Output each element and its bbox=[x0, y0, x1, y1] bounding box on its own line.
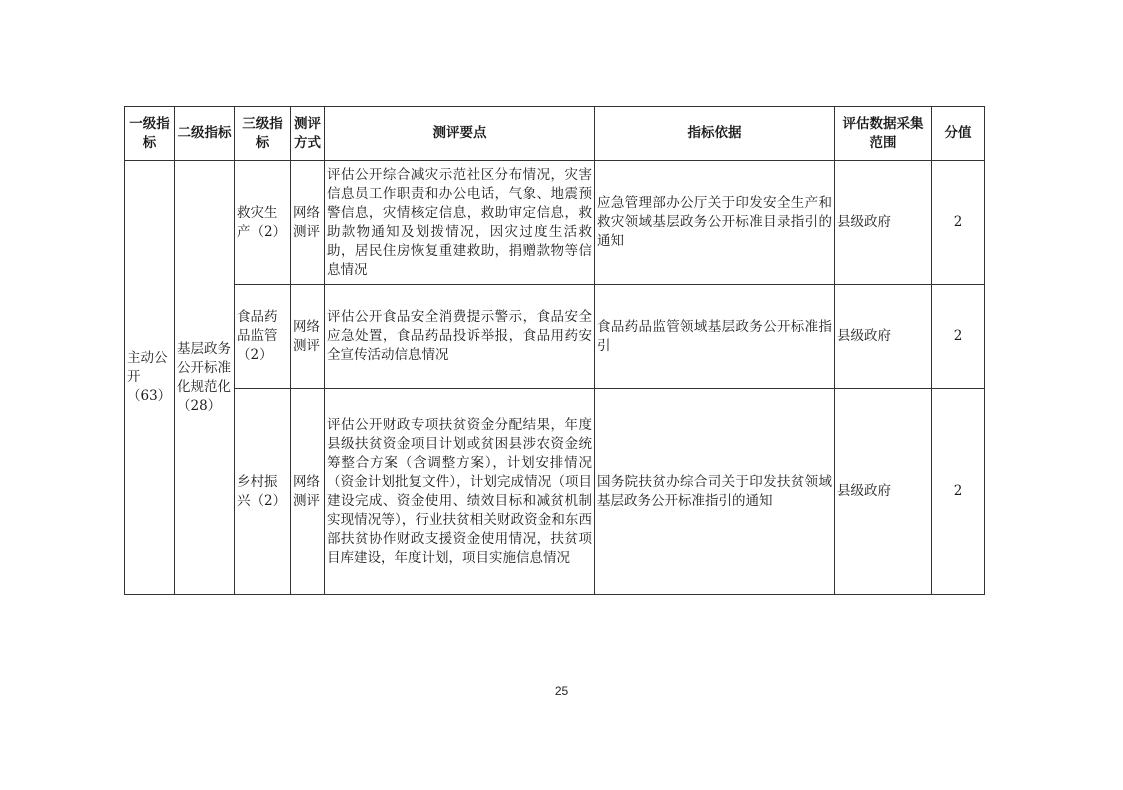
method-cell: 网络测评 bbox=[291, 285, 325, 389]
points-cell: 评估公开食品安全消费提示警示，食品安全应急处置，食品药品投诉举报，食品用药安全宣传活动信息情况 bbox=[325, 285, 595, 389]
header-basis: 指标依据 bbox=[595, 107, 835, 161]
scope-cell: 县级政府 bbox=[835, 285, 932, 389]
level3-cell: 乡村振兴（2） bbox=[235, 389, 291, 595]
level3-cell: 救灾生产（2） bbox=[235, 161, 291, 285]
page-number: 25 bbox=[554, 684, 569, 698]
header-scope: 评估数据采集范围 bbox=[835, 107, 932, 161]
level3-cell: 食品药品监管（2） bbox=[235, 285, 291, 389]
header-method: 测评方式 bbox=[291, 107, 325, 161]
score-cell: 2 bbox=[932, 161, 985, 285]
basis-cell: 应急管理部办公厅关于印发安全生产和救灾领域基层政务公开标准目录指引的通知 bbox=[595, 161, 835, 285]
header-points: 测评要点 bbox=[325, 107, 595, 161]
score-cell: 2 bbox=[932, 389, 985, 595]
table-row bbox=[125, 389, 985, 595]
method-cell: 网络测评 bbox=[291, 389, 325, 595]
table-header-row bbox=[125, 107, 985, 161]
header-level3: 三级指标 bbox=[235, 107, 291, 161]
header-level1: 一级指标 bbox=[125, 107, 175, 161]
evaluation-table bbox=[124, 106, 985, 595]
level2-cell: 基层政务公开标准化规范化（28） bbox=[175, 161, 235, 595]
table-row bbox=[125, 285, 985, 389]
basis-cell: 国务院扶贫办综合司关于印发扶贫领域基层政务公开标准指引的通知 bbox=[595, 389, 835, 595]
basis-cell: 食品药品监管领域基层政务公开标准指引 bbox=[595, 285, 835, 389]
method-cell: 网络测评 bbox=[291, 161, 325, 285]
scope-cell: 县级政府 bbox=[835, 389, 932, 595]
points-cell: 评估公开财政专项扶贫资金分配结果，年度县级扶贫资金项目计划或贫困县涉农资金统筹整合方案（含调整方案），计划安排情况（资金计划批复文件），计划完成情况（项目建设完成、资金使用、绩效目标和减贫机制实现情况等），行业扶贫相关财政资金和东西部扶贫协作财政支援资金使用情况，扶贫项目库建设，年度计划，项目实施信息情况 bbox=[325, 389, 595, 595]
score-cell: 2 bbox=[932, 285, 985, 389]
header-score: 分值 bbox=[932, 107, 985, 161]
level1-cell: 主动公开（63） bbox=[125, 161, 175, 595]
header-level2: 二级指标 bbox=[175, 107, 235, 161]
table-row bbox=[125, 161, 985, 285]
points-cell: 评估公开综合减灾示范社区分布情况，灾害信息员工作职责和办公电话，气象、地震预警信息，灾情核定信息，救助审定信息，救助款物通知及划拨情况，因灾过度生活救助，居民住房恢复重建救助，捐赠款物等信息情况 bbox=[325, 161, 595, 285]
scope-cell: 县级政府 bbox=[835, 161, 932, 285]
